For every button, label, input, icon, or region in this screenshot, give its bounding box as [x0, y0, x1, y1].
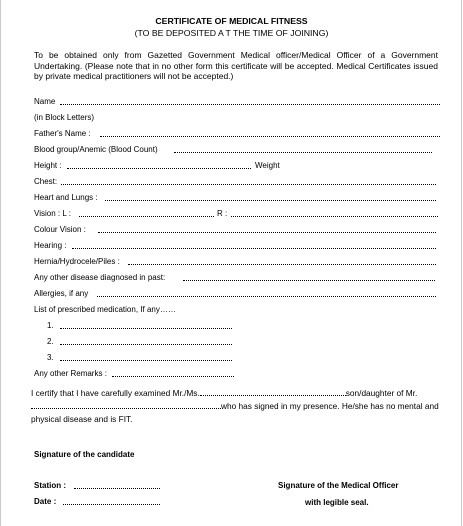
heart-lungs-field[interactable] — [105, 200, 436, 201]
certificate-note: To be obtained only from Gazetted Government Medical officer/Medical Officer of a Government Undertaking. (Please note that in no other form this certificate will be accepted. Medical Certificates issued by private medical practitioners will not be accepted.) — [34, 50, 438, 82]
blood-group-field[interactable] — [174, 152, 432, 153]
station-field[interactable] — [74, 488, 160, 489]
blood-group-label: Blood group/Anemic (Blood Count) — [34, 145, 158, 154]
hearing-label: Hearing : — [34, 241, 67, 250]
page-left-border — [0, 0, 1, 526]
allergies-field[interactable] — [97, 296, 436, 297]
name-field[interactable] — [60, 104, 440, 105]
allergies-label: Allergies, if any — [34, 289, 89, 298]
vision-left-field[interactable] — [79, 216, 214, 217]
hearing-field[interactable] — [72, 248, 436, 249]
remarks-label: Any other Remarks : — [34, 369, 107, 378]
chest-label: Chest: — [34, 177, 58, 186]
medication-3-field[interactable] — [60, 360, 232, 361]
heart-lungs-label: Heart and Lungs : — [34, 193, 98, 202]
height-label: Height : — [34, 161, 62, 170]
candidate-signature-label: Signature of the candidate — [34, 450, 135, 459]
colour-vision-field[interactable] — [98, 232, 436, 233]
station-label: Station : — [34, 481, 66, 490]
medication-2-field[interactable] — [60, 344, 232, 345]
block-letters-label: (in Block Letters) — [34, 113, 95, 122]
certify-text-part-2: son/daughter of Mr. — [345, 388, 418, 398]
hernia-label: Hernia/Hydrocele/Piles : — [34, 257, 120, 266]
page-right-border — [461, 0, 462, 526]
name-label: Name — [34, 97, 56, 106]
chest-field[interactable] — [61, 184, 436, 185]
fathers-name-field[interactable] — [100, 136, 440, 137]
medication-1-field[interactable] — [60, 328, 232, 329]
certificate-title: CERTIFICATE OF MEDICAL FITNESS — [155, 16, 308, 26]
height-field[interactable] — [67, 168, 251, 169]
date-field[interactable] — [63, 504, 160, 505]
certificate-subtitle: (TO BE DEPOSITED A T THE TIME OF JOINING) — [134, 28, 329, 38]
fathers-name-label: Father's Name : — [34, 129, 91, 138]
medication-1-label: 1. — [47, 321, 54, 330]
certify-text-part-1: I certify that I have carefully examined Mr./Ms. — [31, 388, 200, 398]
vision-left-label: Vision : L : — [34, 209, 71, 218]
examined-person-field[interactable] — [200, 388, 346, 396]
medication-label: List of prescribed medication, If any…… — [34, 305, 176, 314]
parent-name-field[interactable] — [31, 401, 221, 409]
certify-text-part-3: who has signed in my presence. He/she has no mental and physical disease and is FIT. — [31, 401, 439, 424]
other-disease-field[interactable] — [183, 280, 435, 281]
colour-vision-label: Colour Vision : — [34, 225, 86, 234]
remarks-field[interactable] — [112, 376, 234, 377]
medication-2-label: 2. — [47, 337, 54, 346]
vision-right-field[interactable] — [231, 216, 438, 217]
weight-label: Weight — [255, 161, 280, 170]
other-disease-label: Any other disease diagnosed in past: — [34, 273, 166, 282]
vision-right-label: R : — [217, 209, 228, 218]
medical-officer-signature-label: Signature of the Medical Officer — [278, 481, 399, 490]
hernia-field[interactable] — [128, 264, 436, 265]
certification-statement — [31, 387, 443, 426]
legible-seal-label: with legible seal. — [305, 498, 369, 507]
date-label: Date : — [34, 497, 57, 506]
medication-3-label: 3. — [47, 353, 54, 362]
